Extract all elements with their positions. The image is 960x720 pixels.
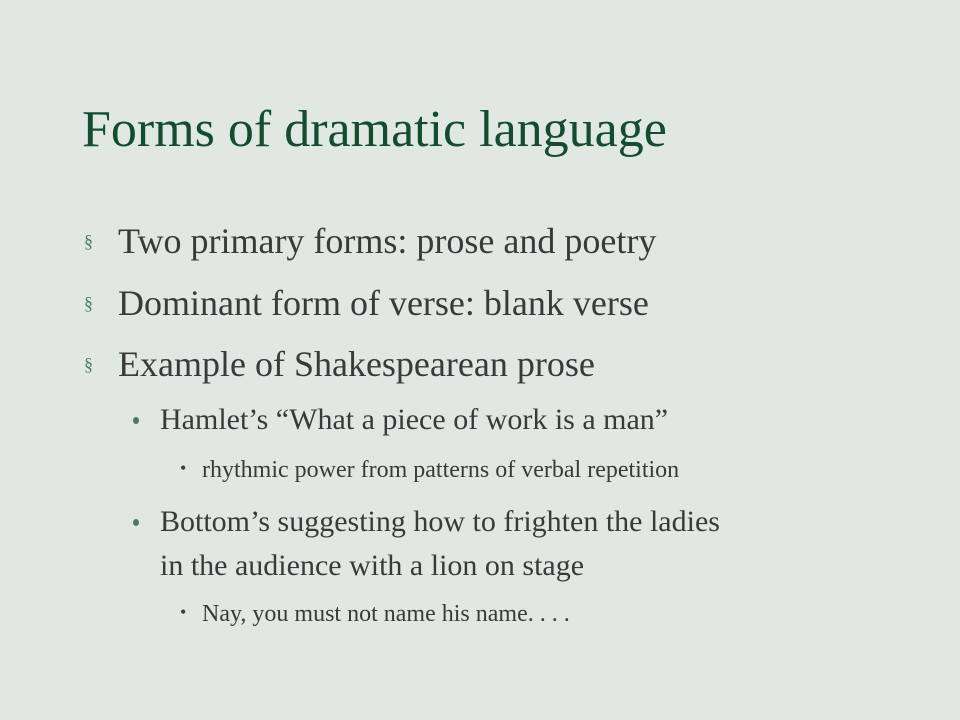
sub-sub-bullet-text: Nay, you must not name his name. . . . [202, 601, 570, 627]
bullet-item-two-primary-forms [84, 219, 657, 263]
slide-title: Forms of dramatic language [82, 101, 667, 158]
bullet-text: Example of Shakespearean prose [118, 344, 595, 384]
sub-sub-bullet-text: rhythmic power from patterns of verbal repetition [202, 457, 680, 483]
bullet-item-dominant-form [84, 281, 649, 325]
sub-sub-bullet-rhythmic-power [180, 454, 680, 486]
sub-bullet-hamlet [160, 398, 668, 442]
dot-bullet-icon [133, 417, 139, 424]
section-bullet-icon: § [84, 231, 93, 251]
small-dot-bullet-icon: • [180, 458, 187, 478]
section-bullet-icon: § [84, 354, 93, 374]
sub-bullet-text: Hamlet’s “What a piece of work is a man” [160, 403, 669, 436]
sub-bullet-text-line1: Bottom’s suggesting how to frighten the ladies [160, 505, 720, 538]
sub-bullet-bottom [160, 500, 720, 588]
dot-bullet-icon [133, 519, 139, 526]
bullet-item-example-prose [84, 342, 595, 386]
sub-bullet-text-line2: in the audience with a lion on stage [160, 549, 585, 582]
bullet-text: Two primary forms: prose and poetry [118, 221, 657, 261]
section-bullet-icon: § [84, 293, 93, 313]
small-dot-bullet-icon: • [180, 602, 187, 622]
sub-sub-bullet-nay [180, 598, 570, 630]
bullet-text: Dominant form of verse: blank verse [118, 283, 649, 323]
